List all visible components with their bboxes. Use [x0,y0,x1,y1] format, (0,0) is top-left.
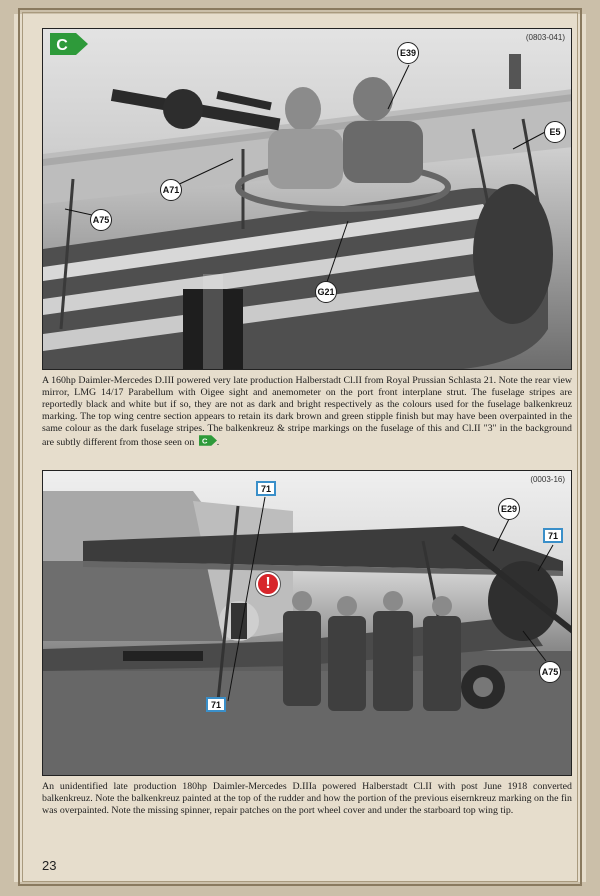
caption-top-text: A 160hp Daimler-Mercedes D.III powered very late production Halberstadt Cl.II from Royal Prussian Schlasta 21. Note the rear view mirror, LMG 14/17 Parabellum with Oigee sight and anemometer on the port front interplane strut. The fuselage stripes are reportedly black and white but if so, they are not as dark and bright respectively as the colours used for the fuselage balkenkreuz marking. The top wing centre section appears to retain its dark brown and green stipple finish but may have been overpainted in the same colour as the dark fuselage stripes. The balkenkreuz & stripe markings on the fuselage of this and Cl.II "3" in the background are subtly different from those seen on [42,375,572,449]
photo-bottom-illustration [43,471,572,776]
inline-c-badge [199,435,220,449]
photo-reference: (0003-16) [530,475,565,484]
callout-71-bottom: 71 [206,697,226,712]
page-number: 23 [42,858,57,873]
photo-top [42,28,572,370]
svg-text:C: C [56,37,68,54]
callout-71-right: 71 [543,528,563,543]
caption-top-end: . [216,437,220,449]
photo-bottom [42,470,572,776]
caption-bottom: An unidentified late production 180hp Daimler-Mercedes D.IIIa powered Halberstadt Cl.II with post June 1918 converted balkenkreuz. Note the balkenkreuz painted at the top of the rudder and how the portion of the previous eisernkreuz marking on the fin was overpainted. Note the missing spinner, repair patches on the port wheel cover and under the starboard top wing tip. [42,781,572,817]
callout-e29: E29 [498,498,520,520]
callout-a75: A75 [539,661,561,683]
callout-e39: E39 [397,42,419,64]
callout-a71: A71 [160,179,182,201]
section-c-badge [50,33,88,55]
photo-reference: (0803-041) [525,33,565,42]
warning-icon: ! [256,572,280,596]
callout-e5: E5 [544,121,566,143]
callout-g21: G21 [315,281,337,303]
callout-71-top: 71 [256,481,276,496]
callout-a75: A75 [90,209,112,231]
svg-text:C: C [201,436,208,446]
photo-top-illustration [43,29,572,370]
caption-top [42,375,572,450]
